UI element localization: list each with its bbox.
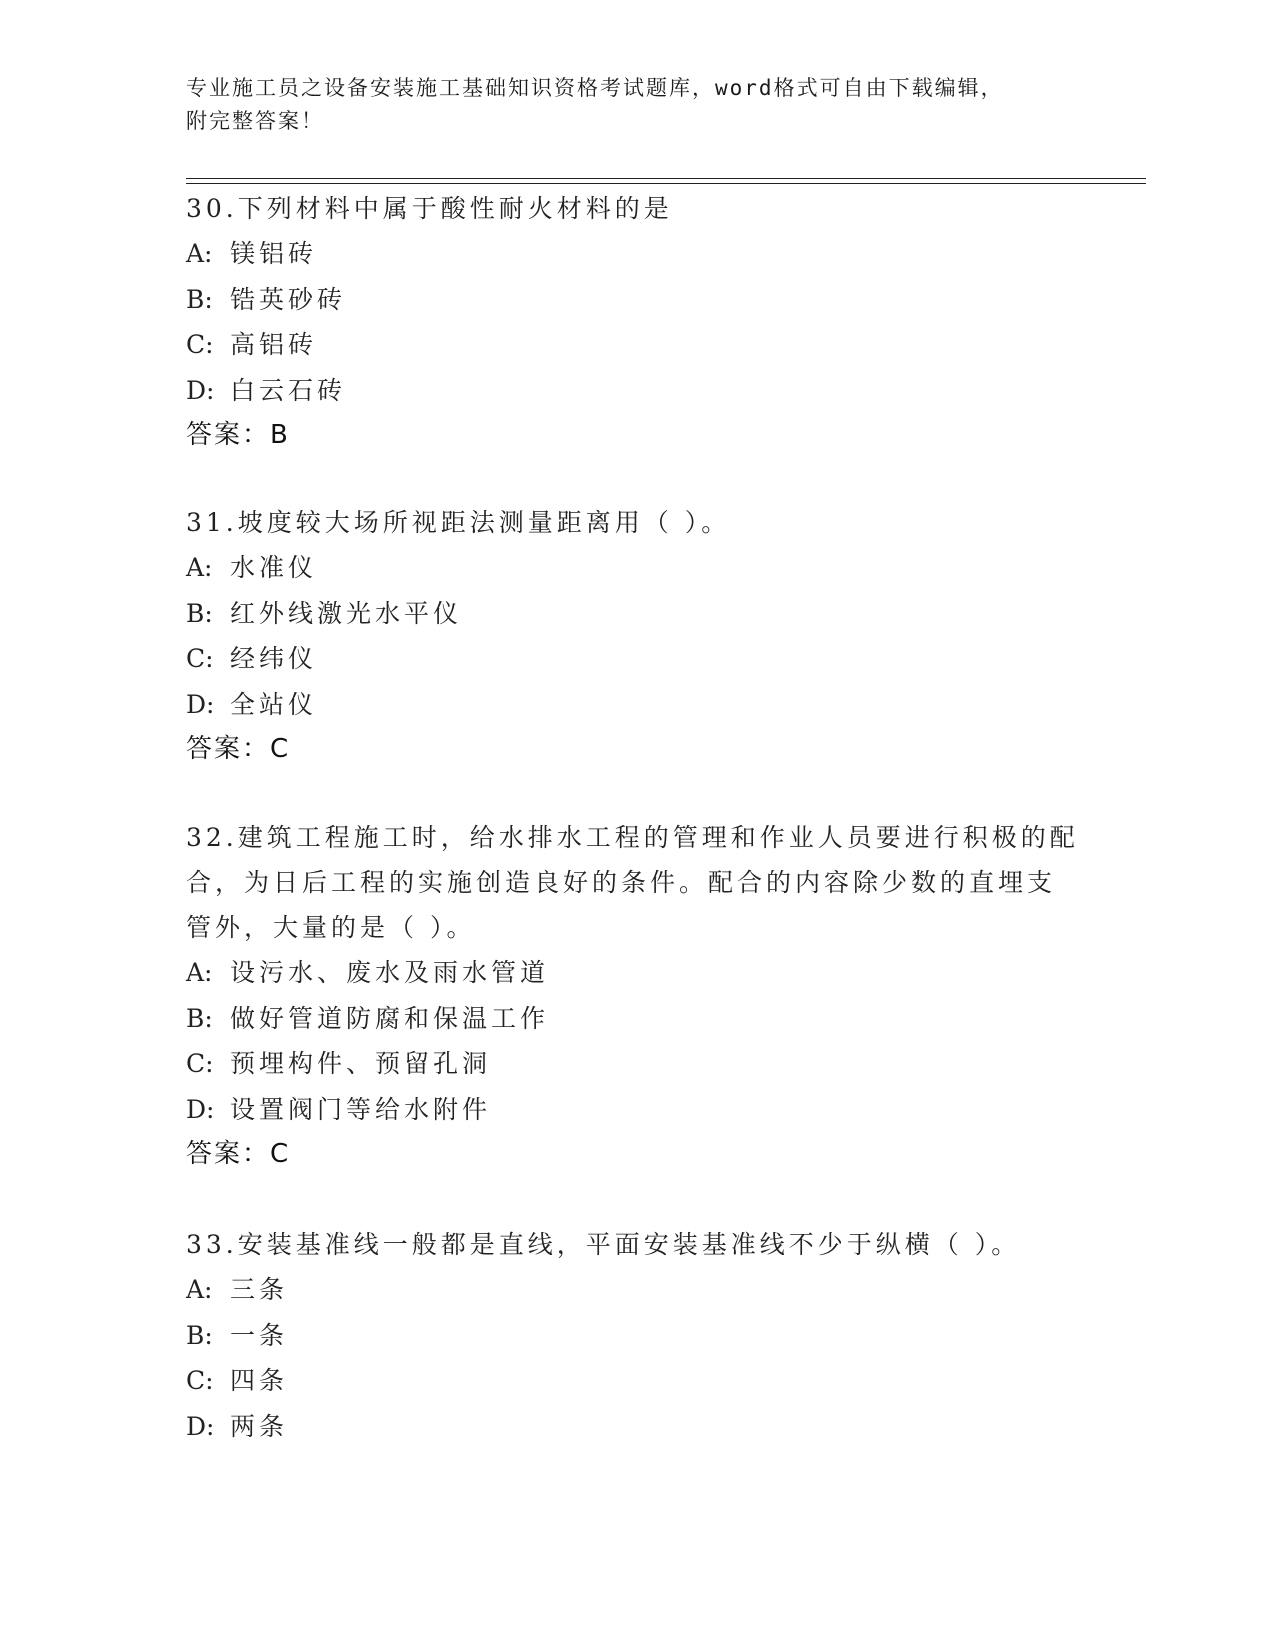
- question-31: [186, 500, 1086, 772]
- option-text: 红外线激光水平仪: [230, 598, 463, 628]
- option-a: [186, 1267, 1086, 1313]
- option-c: [186, 322, 1086, 368]
- question-stem-line-2: 合，为日后工程的实施创造良好的条件。配合的内容除少数的直埋支: [186, 868, 1057, 897]
- header-divider-bottom: [186, 183, 1146, 184]
- document-header: [186, 72, 1066, 138]
- option-label: B:: [186, 598, 213, 628]
- option-b: [186, 996, 1086, 1042]
- question-stem-line-1: 32.建筑工程施工时，给水排水工程的管理和作业人员要进行积极的配: [186, 823, 1079, 852]
- option-label: C:: [186, 644, 214, 673]
- answer-line: 答案：B: [186, 420, 290, 450]
- option-label: D:: [186, 689, 215, 719]
- option-label: C:: [186, 1049, 214, 1078]
- option-label: C:: [186, 1366, 214, 1395]
- answer-line: 答案：C: [186, 1139, 291, 1169]
- question-32: [186, 815, 1086, 1177]
- option-c: [186, 1041, 1086, 1087]
- option-text: 白云石砖: [230, 375, 347, 405]
- option-label: C:: [186, 330, 214, 359]
- option-label: A:: [186, 958, 213, 987]
- option-text: 三条: [230, 1275, 289, 1304]
- option-text: 一条: [230, 1320, 289, 1350]
- option-a: [186, 950, 1086, 996]
- option-label: A:: [186, 1275, 213, 1304]
- option-text: 全站仪: [230, 689, 318, 719]
- question-stem-line-3: 管外，大量的是（ ）。: [186, 913, 476, 942]
- question-30: [186, 186, 1086, 458]
- option-text: 镁铝砖: [230, 239, 318, 268]
- question-stem: 30.下列材料中属于酸性耐火材料的是: [186, 194, 673, 223]
- option-b: [186, 277, 1086, 323]
- option-label: D:: [186, 375, 215, 405]
- option-text: 四条: [230, 1366, 289, 1395]
- option-text: 预埋构件、预留孔洞: [230, 1049, 492, 1078]
- option-text: 经纬仪: [230, 644, 318, 673]
- option-label: D:: [186, 1411, 215, 1441]
- option-label: A:: [186, 239, 213, 268]
- option-a: [186, 545, 1086, 591]
- option-d: [186, 1087, 1086, 1133]
- option-text: 两条: [230, 1411, 289, 1441]
- option-label: D:: [186, 1094, 215, 1124]
- option-b: [186, 591, 1086, 637]
- option-label: B:: [186, 284, 213, 314]
- question-stem: 31.坡度较大场所视距法测量距离用（ ）。: [186, 508, 731, 537]
- option-text: 做好管道防腐和保温工作: [230, 1003, 550, 1033]
- header-line-2: 附完整答案！: [186, 109, 324, 133]
- option-text: 高铝砖: [230, 330, 318, 359]
- option-a: [186, 231, 1086, 277]
- option-c: [186, 636, 1086, 682]
- option-d: [186, 368, 1086, 414]
- option-label: B:: [186, 1320, 213, 1350]
- answer-line: 答案：C: [186, 734, 291, 764]
- option-text: 水准仪: [230, 553, 318, 582]
- option-b: [186, 1313, 1086, 1359]
- header-divider-top: [186, 178, 1146, 179]
- option-label: A:: [186, 553, 213, 582]
- option-d: [186, 682, 1086, 728]
- option-text: 锆英砂砖: [230, 284, 347, 314]
- question-stem: 33.安装基准线一般都是直线，平面安装基准线不少于纵横（ ）。: [186, 1230, 1021, 1259]
- header-line-1: 专业施工员之设备安装施工基础知识资格考试题库，word格式可自由下载编辑，: [186, 76, 1004, 100]
- option-label: B:: [186, 1003, 213, 1033]
- option-d: [186, 1404, 1086, 1450]
- question-33: [186, 1222, 1086, 1449]
- option-text: 设污水、废水及雨水管道: [230, 958, 550, 987]
- option-c: [186, 1358, 1086, 1404]
- option-text: 设置阀门等给水附件: [230, 1094, 492, 1124]
